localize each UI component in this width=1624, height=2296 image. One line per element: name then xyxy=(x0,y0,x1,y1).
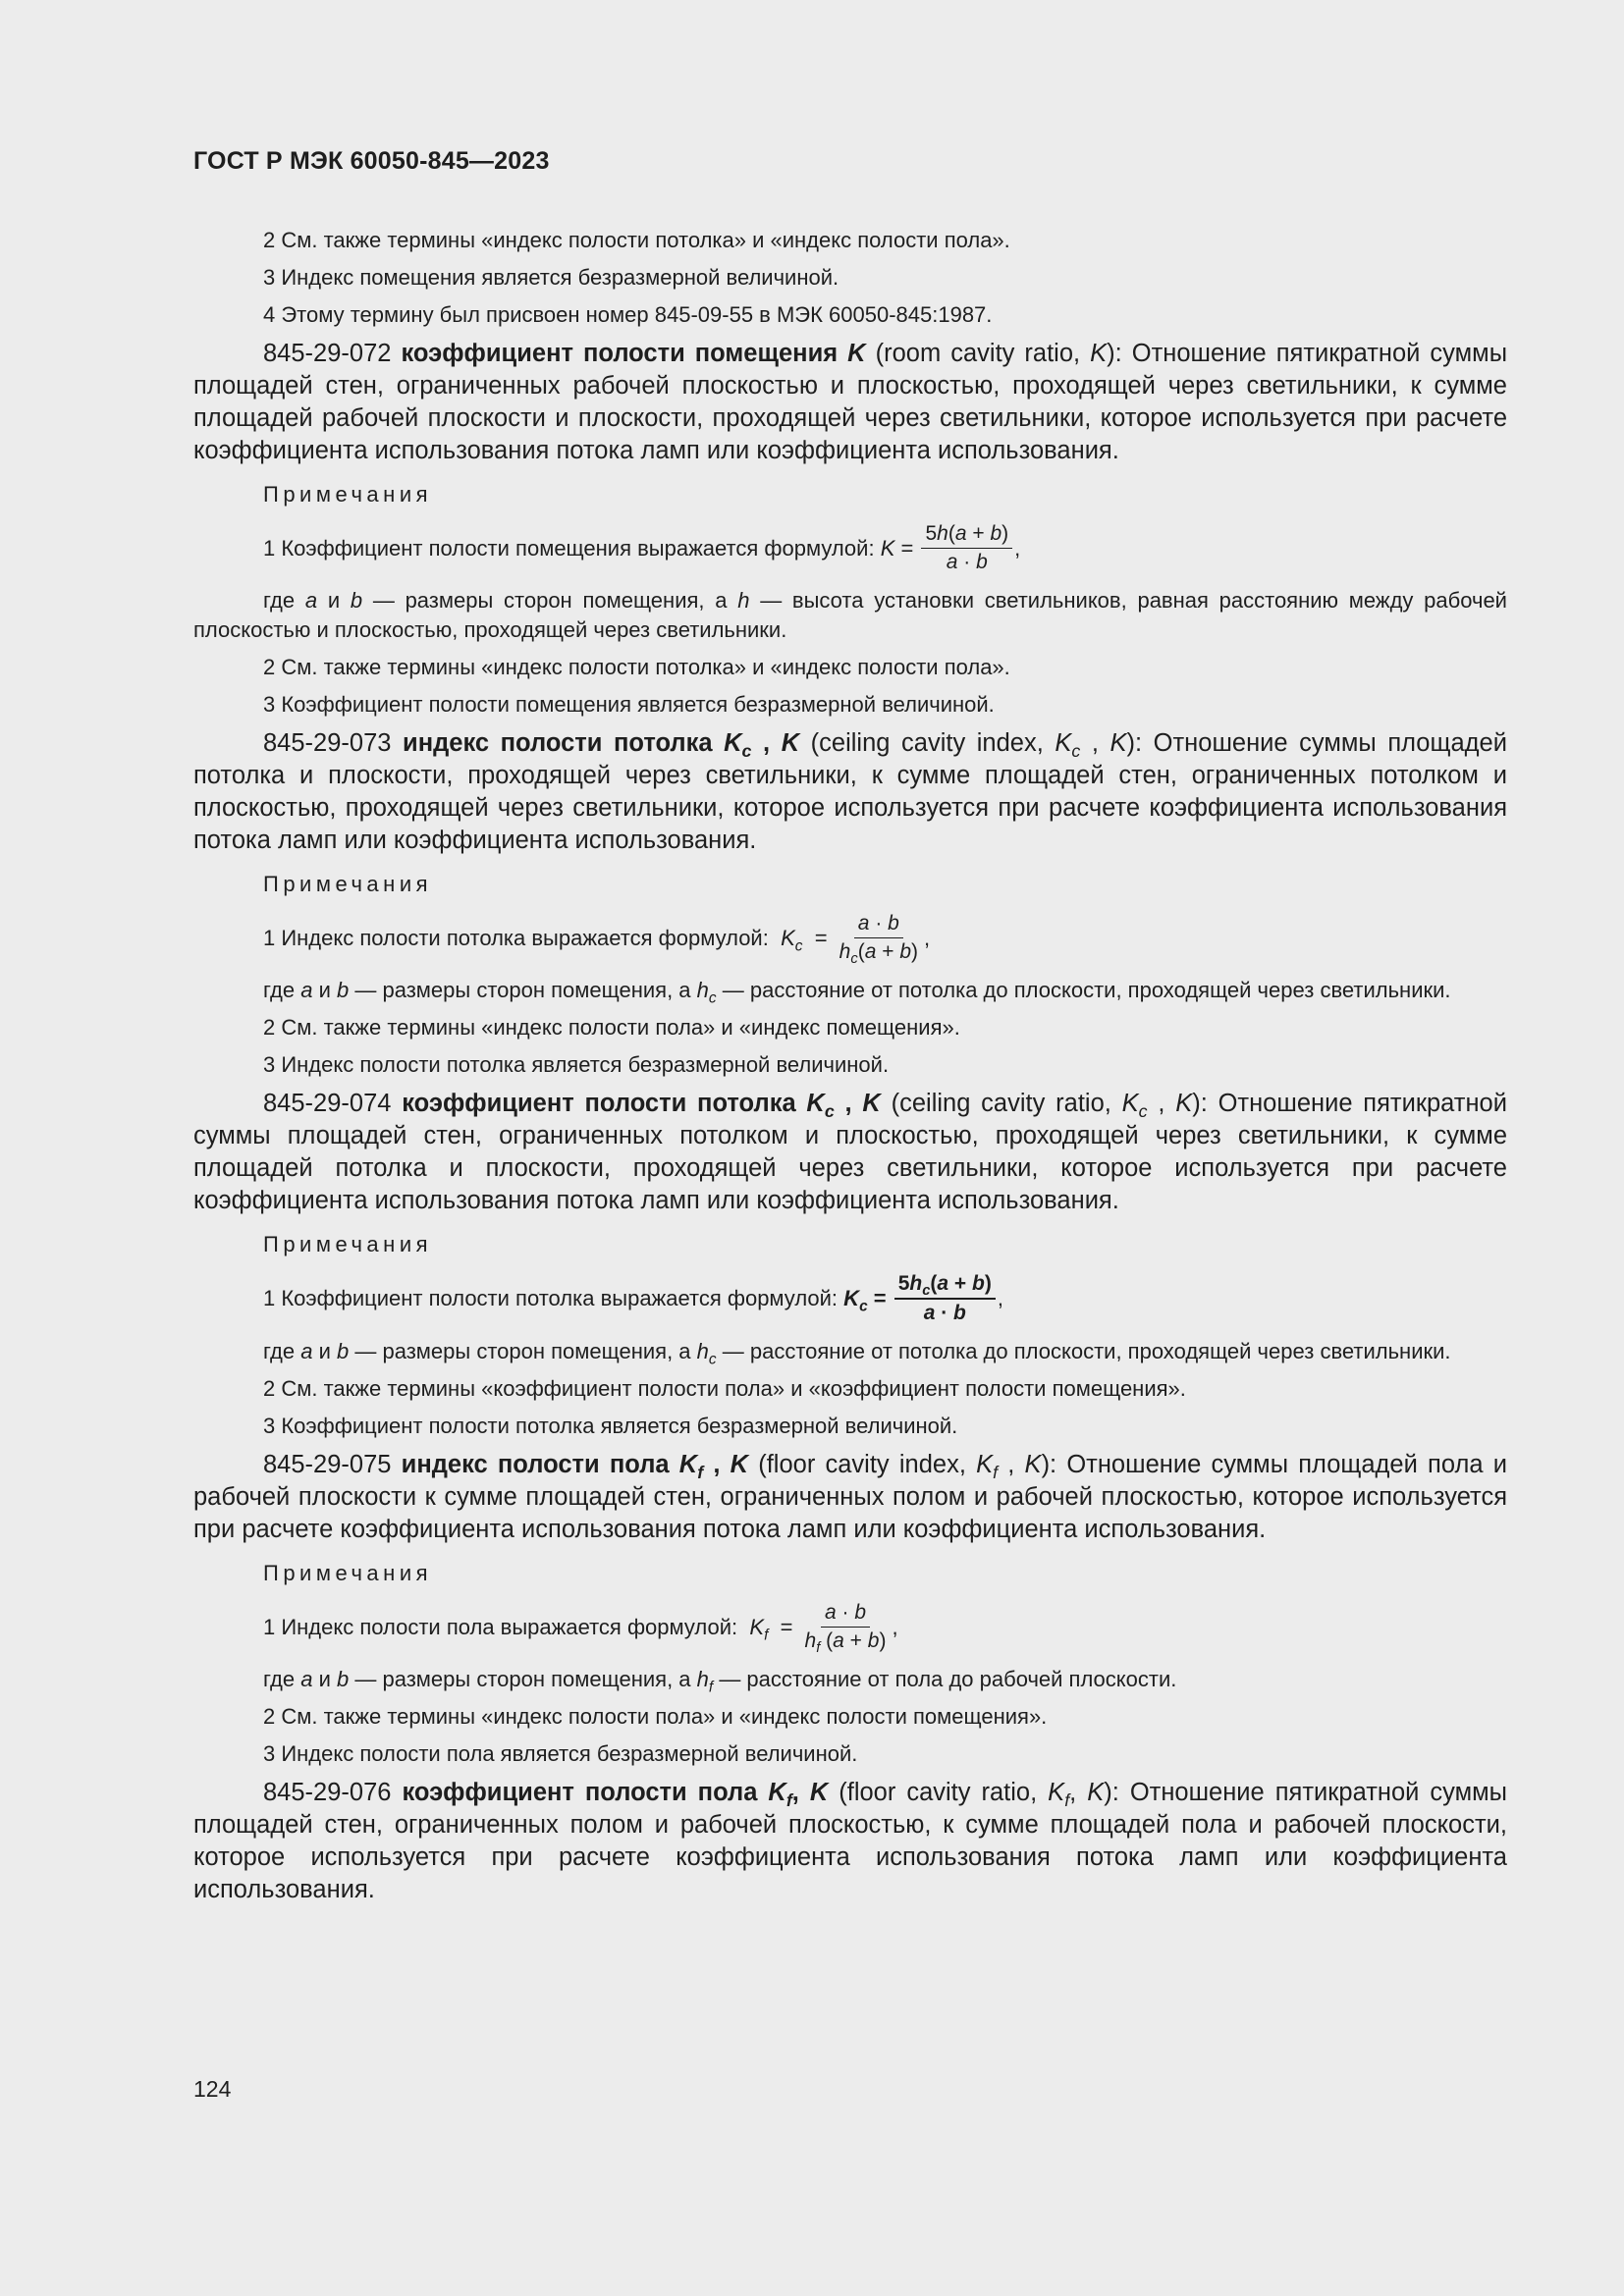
note: 3 Индекс полости пола является безразмерной величиной. xyxy=(263,1741,858,1766)
formula-note: 1 Коэффициент полости потолка выражается формулой: $K_c$ = $\frac{5h_c(a + b)}{a \cdot b}$ , xyxy=(263,1272,1003,1324)
notes-title: Примечания xyxy=(263,872,433,896)
term-definition: Отношение суммы площадей потолка и плоскости, проходящей через светильники, к сумме площадей стен, ограниченных потолком и плоскостью, проходящей через светильники, которое используется при расчете коэффициента использования потока ламп или коэффициента использования. xyxy=(193,729,1507,854)
formula-note: 1 Коэффициент полости помещения выражается формулой: K = $\frac{5h(a + b)}{a \cdot b}$ , xyxy=(263,522,1021,573)
term-number: 845-29-073 xyxy=(263,729,392,757)
term-definition: Отношение пятикратной суммы площадей стен, ограниченных рабочей плоскостью и плоскостью, проходящей через светильники, к сумме площадей рабочей плоскости и плоскости, проходящей через светильники, которое используется при расчете коэффициента использования потока ламп или коэффициента использования. xyxy=(193,340,1508,464)
term-definition: Отношение пятикратной суммы площадей стен, ограниченных полом и рабочей плоскостью, к сумме площадей пола и рабочей плоскости, которое используется при расчете коэффициента использования потока ламп или коэффициента использования. xyxy=(193,1779,1507,1903)
term-number: 845-29-076 xyxy=(263,1779,392,1806)
term-english: (floor cavity index, $K_f$ , K): xyxy=(758,1451,1057,1483)
term-name: коэффициент полости потолка xyxy=(402,1090,796,1117)
term-definition: Отношение суммы площадей пола и рабочей плоскости к сумме площадей стен, ограниченных полом и рабочей плоскостью, которое используется при расчете коэффициента использования потока ламп или коэффициента использования. xyxy=(193,1451,1507,1543)
term-845-29-075: 845-29-075 индекс полости пола $K_f$ , K (floor cavity index, $K_f$ , K): Отношение суммы площадей пола и рабочей плоскости к сумме площадей стен, ограниченных полом и рабочей плоскостью, которое используется при расчете коэффициента использования потока ламп или коэффициента использования. xyxy=(193,1451,1507,1543)
term-845-29-073: 845-29-073 индекс полости потолка $K_c$ , K (ceiling cavity index, $K_c$ , K): Отношение суммы площадей потолка и плоскости, проходящей через светильники, к сумме площадей стен, ограниченных потолком и плоскостью, проходящей через светильники, которое используется при расчете коэффициента использования потока ламп или коэффициента использования. xyxy=(193,729,1507,854)
note: 3 Коэффициент полости потолка является безразмерной величиной. xyxy=(263,1414,958,1438)
note: 3 Индекс полости потолка является безразмерной величиной. xyxy=(263,1052,890,1077)
term-english: (ceiling cavity ratio, $K_c$ , K): xyxy=(891,1090,1208,1122)
notes-title: Примечания xyxy=(263,1561,433,1585)
notes-title: Примечания xyxy=(263,482,433,507)
term-845-29-072 xyxy=(193,338,1507,467)
notes-title: Примечания xyxy=(263,1232,433,1256)
formula-explanation: где a и b — размеры сторон помещения, а $h_f$ — расстояние от пола до рабочей плоскости. xyxy=(263,1667,1177,1696)
term-english: (ceiling cavity index, $K_c$ , K): xyxy=(810,729,1143,762)
term-number: 845-29-075 xyxy=(263,1451,392,1478)
formula-note: 1 Индекс полости пола выражается формулой: $K_f$ = $\frac{a \cdot b}{h_f (a + b)}$ , xyxy=(263,1601,898,1657)
note: 2 См. также термины «коэффициент полости пола» и «коэффициент полости помещения». xyxy=(263,1376,1186,1401)
formula-fraction: $\frac{5h(a + b)}{a \cdot b}$ xyxy=(921,522,1012,574)
term-845-29-074: 845-29-074 коэффициент полости потолка $K_c$ , K (ceiling cavity ratio, $K_c$ , K): Отношение пятикратной суммы площадей стен, ограниченных потолком и плоскостью, проходящей через светильники, к сумме площадей потолка и плоскости, проходящей через светильники, которое используется при расчете коэффициента использования потока ламп или коэффициента использования. xyxy=(193,1090,1507,1214)
term-number: 845-29-072 xyxy=(263,340,392,367)
term-english: (floor cavity ratio, $K_f$, K): xyxy=(839,1779,1119,1811)
note: 2 См. также термины «индекс полости пола» и «индекс полости помещения». xyxy=(263,1704,1048,1729)
note: 3 Индекс помещения является безразмерной величиной. xyxy=(263,265,839,290)
note: 2 См. также термины «индекс полости потолка» и «индекс полости пола». xyxy=(263,655,1010,679)
term-name: коэффициент полости пола xyxy=(402,1779,758,1806)
term-name: индекс полости пола xyxy=(401,1451,670,1478)
formula-fraction: $\frac{a \cdot b}{h_c(a + b)}$ xyxy=(839,912,918,968)
formula-explanation: где a и b — размеры сторон помещения, а $h_c$ — расстояние от потолка до плоскости, проходящей через светильники. xyxy=(263,978,1451,1007)
formula-note: 1 Индекс полости потолка выражается формулой: $K_c$ = $\frac{a \cdot b}{h_c(a + b)}$ , xyxy=(263,912,931,968)
term-845-29-076: 845-29-076 коэффициент полости пола $K_f$, K (floor cavity ratio, $K_f$, K): Отношение пятикратной суммы площадей стен, ограниченных полом и рабочей плоскостью, к сумме площадей пола и рабочей плоскости, которое используется при расчете коэффициента использования потока ламп или коэффициента использования. xyxy=(193,1779,1507,1903)
term-number: 845-29-074 xyxy=(263,1090,392,1117)
note: 4 Этому термину был присвоен номер 845-09-55 в МЭК 60050-845:1987. xyxy=(263,302,993,327)
note: 2 См. также термины «индекс полости потолка» и «индекс полости пола». xyxy=(263,228,1010,252)
note: 2 См. также термины «индекс полости пола» и «индекс помещения». xyxy=(263,1015,960,1040)
formula-fraction: $\frac{5h_c(a + b)}{a \cdot b}$ xyxy=(894,1272,996,1325)
term-english: (room cavity ratio, K): xyxy=(875,340,1122,367)
term-symbol: K xyxy=(847,340,866,367)
term-name: коэффициент полости помещения xyxy=(401,340,839,367)
formula-fraction: $\frac{a \cdot b}{h_f (a + b)}$ xyxy=(804,1601,887,1657)
note: 3 Коэффициент полости помещения является безразмерной величиной. xyxy=(263,692,995,717)
formula-explanation: где a и b — размеры сторон помещения, а $h_c$ — расстояние от потолка до плоскости, проходящей через светильники. xyxy=(263,1339,1451,1368)
term-definition: Отношение пятикратной суммы площадей стен, ограниченных потолком и плоскостью, проходящей через светильники, к сумме площадей потолка и плоскости, проходящей через светильники, которое используется при расчете коэффициента использования потока ламп или коэффициента использования. xyxy=(193,1090,1507,1214)
page-number: 124 xyxy=(193,2076,232,2102)
formula-explanation: где a и b — размеры сторон помещения, а h — высота установки светильников, равная расстоянию между рабочей плоскостью и плоскостью, проходящей через светильники. xyxy=(193,588,1507,642)
term-name: индекс полости потолка xyxy=(403,729,713,757)
page-content xyxy=(193,226,1507,1920)
document-header: ГОСТ Р МЭК 60050-845—2023 xyxy=(193,147,550,175)
